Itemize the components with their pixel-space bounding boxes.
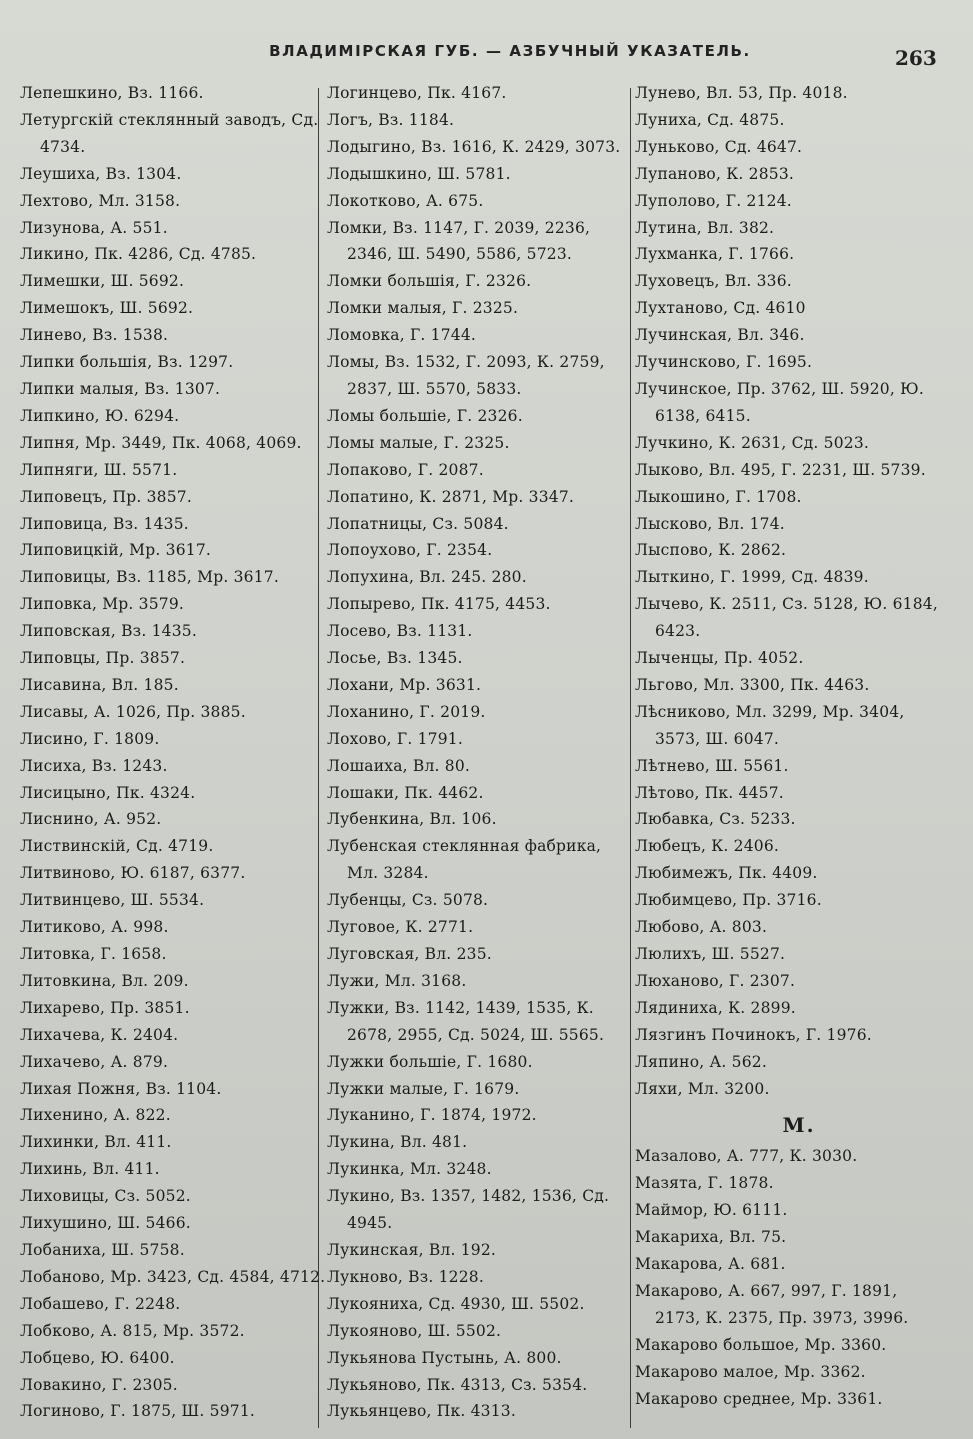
entry-text: Лихинь, Вл. 411. (20, 1160, 160, 1179)
index-entry (327, 1291, 632, 1318)
index-entry (20, 1022, 320, 1049)
index-entry (327, 995, 632, 1049)
entry-text: Лупаново, К. 2853. (635, 164, 795, 183)
index-entry (635, 860, 953, 887)
index-entry (20, 833, 320, 860)
index-entry (635, 672, 953, 699)
entry-continuation: 3573, Ш. 6047. (655, 729, 780, 748)
entry-text: Липовка, Мр. 3579. (20, 595, 185, 614)
entry-text: Лошаиха, Вл. 80. (327, 756, 471, 775)
entry-text: Ляпино, А. 562. (635, 1052, 767, 1071)
entry-text: Лужи, Мл. 3168. (327, 971, 467, 990)
entry-continuation: 2678, 2955, Сд. 5024, Ш. 5565. (347, 1025, 605, 1044)
entry-text: Логъ, Вз. 1184. (327, 110, 455, 129)
index-entry (327, 1049, 632, 1076)
index-entry (327, 161, 632, 188)
index-entry (327, 537, 632, 564)
entry-text: Луканино, Г. 1874, 1972. (327, 1106, 537, 1125)
entry-continuation: 2346, Ш. 5490, 5586, 5723. (347, 245, 573, 264)
entry-text: Лехтово, Мл. 3158. (20, 191, 181, 210)
entry-text: Лукново, Вз. 1228. (327, 1267, 484, 1286)
entry-continuation: Мл. 3284. (347, 864, 429, 883)
index-entry (20, 403, 320, 430)
entry-text: Луговская, Вл. 235. (327, 945, 492, 963)
index-entry (327, 1264, 632, 1291)
index-entry (635, 1022, 953, 1049)
index-entry (20, 914, 320, 941)
index-entry (20, 591, 320, 618)
entry-text: Лязгинъ Починокъ, Г. 1976. (635, 1025, 872, 1044)
entry-text: Люханово, Г. 2307. (635, 971, 796, 990)
entry-text: Лихенино, А. 822. (20, 1106, 171, 1125)
entry-text: Ломы малые, Г. 2325. (327, 433, 510, 452)
index-entry (327, 672, 632, 699)
entry-text: Любово, А. 803. (635, 918, 768, 937)
entry-text: Лепешкино, Вз. 1166. (20, 84, 204, 102)
index-entry (635, 1197, 953, 1224)
entry-text: Лисино, Г. 1809. (20, 729, 160, 748)
entry-text: Летургскій стеклянный заводъ, Сд. (20, 110, 319, 129)
index-entry (635, 295, 953, 322)
index-column-2 (327, 80, 632, 1425)
index-entry (635, 107, 953, 134)
entry-text: Ляхи, Мл. 3200. (635, 1079, 770, 1098)
entry-text: Лимешки, Ш. 5692. (20, 272, 185, 291)
index-entry (327, 833, 632, 887)
entry-text: Лубенская стеклянная фабрика, (327, 837, 602, 856)
entry-text: Маймор, Ю. 6111. (635, 1201, 788, 1220)
index-entry (327, 349, 632, 403)
entry-text: Лужки малые, Г. 1679. (327, 1079, 520, 1098)
index-entry (20, 753, 320, 780)
index-entry (20, 161, 320, 188)
entry-text: Листвинскій, Сд. 4719. (20, 837, 214, 856)
entry-text: Лихинки, Вл. 411. (20, 1133, 172, 1152)
index-entry (635, 1143, 953, 1170)
entry-text: Лисавина, Вл. 185. (20, 675, 179, 694)
entry-text: Ломки большія, Г. 2326. (327, 272, 532, 291)
index-entry (327, 188, 632, 215)
running-head: ВЛАДИМІРСКАЯ ГУБ. — АЗБУЧНЫЙ УКАЗАТЕЛЬ. (269, 42, 751, 60)
index-entry (327, 1076, 632, 1103)
index-entry (327, 107, 632, 134)
index-entry (20, 295, 320, 322)
entry-text: Ломы большіе, Г. 2326. (327, 406, 523, 425)
entry-text: Лодыгино, Вз. 1616, К. 2429, 3073. (327, 137, 621, 156)
entry-text: Луниха, Сд. 4875. (635, 110, 785, 129)
entry-text: Лопатино, К. 2871, Мр. 3347. (327, 487, 575, 506)
entry-text: Лучинсково, Г. 1695. (635, 353, 813, 372)
entry-text: Липовецъ, Пр. 3857. (20, 487, 192, 506)
entry-text: Лужки, Вз. 1142, 1439, 1535, К. (327, 998, 594, 1017)
entry-text: Лопырево, Пк. 4175, 4453. (327, 595, 551, 614)
entry-text: Лошаки, Пк. 4462. (327, 783, 484, 802)
index-entry (20, 1129, 320, 1156)
index-entry (327, 80, 632, 107)
index-entry (20, 537, 320, 564)
index-entry (327, 968, 632, 995)
index-entry (635, 645, 953, 672)
entry-text: Лихачева, К. 2404. (20, 1025, 179, 1044)
index-entry (20, 887, 320, 914)
entry-text: Лыткино, Г. 1999, Сд. 4839. (635, 568, 869, 587)
entry-text: Липовская, Вз. 1435. (20, 622, 197, 641)
entry-text: Макарово большое, Мр. 3360. (635, 1335, 887, 1354)
entry-text: Литиково, А. 998. (20, 918, 169, 937)
index-entry (635, 591, 953, 645)
entry-text: Липовицкій, Мр. 3617. (20, 541, 212, 560)
entry-text: Лобаниха, Ш. 5758. (20, 1240, 185, 1259)
entry-text: Лукьянцево, Пк. 4313. (327, 1402, 516, 1421)
entry-text: Лядиниха, К. 2899. (635, 998, 796, 1017)
entry-text: Ликино, Пк. 4286, Сд. 4785. (20, 245, 257, 264)
entry-text: Лобаново, Мр. 3423, Сд. 4584, 4712. (20, 1267, 326, 1286)
entry-text: Лычево, К. 2511, Сз. 5128, Ю. 6184, (635, 595, 938, 614)
index-entry (20, 860, 320, 887)
index-entry (20, 1237, 320, 1264)
entry-text: Луховецъ, Вл. 336. (635, 272, 792, 291)
index-entry (20, 1372, 320, 1399)
index-entry (20, 376, 320, 403)
index-entry (327, 457, 632, 484)
entry-text: Лучкино, К. 2631, Сд. 5023. (635, 433, 870, 452)
entry-text: Лукояниха, Сд. 4930, Ш. 5502. (327, 1294, 585, 1313)
entry-text: Лихая Пожня, Вз. 1104. (20, 1079, 222, 1098)
entry-text: Лопухина, Вл. 245. 280. (327, 568, 527, 587)
index-entry (327, 322, 632, 349)
entry-text: Лыково, Вл. 495, Г. 2231, Ш. 5739. (635, 460, 926, 479)
index-entry (327, 1318, 632, 1345)
entry-continuation: 6138, 6415. (655, 406, 751, 425)
index-entry (327, 1102, 632, 1129)
index-entry (20, 241, 320, 268)
index-entry (635, 215, 953, 242)
entry-text: Лизунова, А. 551. (20, 218, 168, 237)
index-entry (20, 1291, 320, 1318)
index-entry (20, 511, 320, 538)
entry-text: Лѣтнево, Ш. 5561. (635, 756, 789, 775)
index-entry (635, 887, 953, 914)
index-entry (20, 107, 320, 161)
index-entry (327, 914, 632, 941)
index-entry (327, 618, 632, 645)
entry-text: Ловакино, Г. 2305. (20, 1375, 178, 1394)
entry-text: Лухманка, Г. 1766. (635, 245, 795, 264)
entry-text: Лобково, А. 815, Мр. 3572. (20, 1321, 245, 1340)
index-entry (327, 430, 632, 457)
index-entry (20, 564, 320, 591)
index-entry (327, 1345, 632, 1372)
index-entry (635, 699, 953, 753)
entry-text: Лопаково, Г. 2087. (327, 460, 484, 479)
entry-text: Лукинская, Вл. 192. (327, 1240, 497, 1259)
entry-text: Лихачево, А. 879. (20, 1052, 169, 1071)
entry-text: Ломки малыя, Г. 2325. (327, 299, 519, 318)
index-entry (635, 268, 953, 295)
entry-continuation: 6423. (655, 622, 701, 641)
index-entry (635, 806, 953, 833)
entry-text: Ломки, Вз. 1147, Г. 2039, 2236, (327, 218, 591, 237)
index-entry (635, 753, 953, 780)
entry-text: Люлихъ, Ш. 5527. (635, 945, 786, 963)
index-entry (635, 1076, 953, 1103)
index-entry (20, 806, 320, 833)
entry-text: Литовка, Г. 1658. (20, 945, 167, 963)
entry-text: Лужки большіе, Г. 1680. (327, 1052, 533, 1071)
entry-text: Лѣтово, Пк. 4457. (635, 783, 784, 802)
entry-text: Лукьянова Пустынь, А. 800. (327, 1348, 562, 1367)
index-entry (327, 1398, 632, 1425)
index-entry (20, 968, 320, 995)
entry-text: Локотково, А. 675. (327, 191, 484, 210)
index-entry (20, 1156, 320, 1183)
entry-text: Литовкина, Вл. 209. (20, 971, 189, 990)
index-entry (635, 1278, 953, 1332)
index-entry (327, 1129, 632, 1156)
index-entry (20, 1318, 320, 1345)
entry-continuation: 4945. (347, 1214, 393, 1233)
index-entry (20, 188, 320, 215)
index-entry (20, 780, 320, 807)
entry-text: Лодышкино, Ш. 5781. (327, 164, 511, 183)
entry-text: Луньково, Сд. 4647. (635, 137, 803, 156)
index-entry (635, 430, 953, 457)
entry-continuation: 2173, К. 2375, Пр. 3973, 3996. (655, 1308, 909, 1327)
index-entry (327, 134, 632, 161)
index-entry (327, 1372, 632, 1399)
index-entry (635, 1049, 953, 1076)
entry-text: Любимежъ, Пк. 4409. (635, 864, 818, 883)
index-entry (635, 564, 953, 591)
entry-text: Липкино, Ю. 6294. (20, 406, 180, 425)
entry-text: Липовицы, Вз. 1185, Мр. 3617. (20, 568, 279, 587)
index-entry (20, 1076, 320, 1103)
entry-text: Лиховицы, Сз. 5052. (20, 1187, 191, 1206)
entry-text: Любецъ, К. 2406. (635, 837, 780, 856)
index-entry (20, 457, 320, 484)
index-entry (327, 268, 632, 295)
index-entry (20, 645, 320, 672)
index-entry (635, 134, 953, 161)
index-entry (635, 484, 953, 511)
index-entry (635, 322, 953, 349)
entry-text: Литвинцево, Ш. 5534. (20, 891, 205, 910)
entry-text: Лопоухово, Г. 2354. (327, 541, 493, 560)
index-entry (635, 968, 953, 995)
entry-text: Макарово среднее, Мр. 3361. (635, 1389, 883, 1408)
index-entry (327, 780, 632, 807)
entry-text: Луговое, К. 2771. (327, 918, 474, 937)
entry-text: Лохово, Г. 1791. (327, 729, 463, 748)
index-entry (635, 349, 953, 376)
index-entry (20, 1049, 320, 1076)
index-entry (327, 1156, 632, 1183)
entry-text: Лимешокъ, Ш. 5692. (20, 299, 194, 318)
entry-text: Леушиха, Вз. 1304. (20, 164, 182, 183)
entry-text: Лыкошино, Г. 1708. (635, 487, 802, 506)
entry-text: Лухтаново, Сд. 4610 (635, 299, 806, 318)
index-entry (327, 726, 632, 753)
index-entry (20, 1264, 326, 1291)
index-entry (635, 1170, 953, 1197)
entry-text: Мазалово, А. 777, К. 3030. (635, 1147, 858, 1166)
entry-text: Логиново, Г. 1875, Ш. 5971. (20, 1402, 256, 1421)
entry-text: Лихарево, Пр. 3851. (20, 998, 190, 1017)
index-entry (635, 161, 953, 188)
entry-text: Лубенкина, Вл. 106. (327, 810, 497, 829)
entry-text: Макариха, Вл. 75. (635, 1228, 787, 1247)
entry-text: Лучинское, Пр. 3762, Ш. 5920, Ю. (635, 379, 924, 398)
entry-text: Липовцы, Пр. 3857. (20, 649, 186, 668)
entry-text: Липки большія, Вз. 1297. (20, 353, 234, 372)
index-entry (20, 484, 320, 511)
index-entry (635, 1386, 953, 1413)
index-entry (20, 699, 320, 726)
index-entry (327, 215, 632, 269)
index-entry (635, 1332, 953, 1359)
index-column-1 (20, 80, 326, 1425)
index-entry (20, 995, 320, 1022)
page-number: 263 (895, 46, 937, 70)
entry-text: Лосье, Вз. 1345. (327, 649, 463, 668)
entry-continuation: 2837, Ш. 5570, 5833. (347, 379, 522, 398)
entry-text: Лукинка, Мл. 3248. (327, 1160, 492, 1179)
entry-continuation: 4734. (40, 137, 86, 156)
index-entry (20, 726, 320, 753)
entry-text: Лукояново, Ш. 5502. (327, 1321, 502, 1340)
entry-text: Лыченцы, Пр. 4052. (635, 649, 804, 668)
entry-text: Линево, Вз. 1538. (20, 326, 169, 345)
index-entry (635, 1251, 953, 1278)
index-column-3 (635, 80, 953, 1412)
section-letter-heading: М. (782, 1113, 816, 1138)
index-entry (327, 564, 632, 591)
index-entry (635, 1224, 953, 1251)
entry-text: Льгово, Мл. 3300, Пк. 4463. (635, 675, 870, 694)
entry-text: Липняги, Ш. 5571. (20, 460, 178, 479)
entry-text: Лобцево, Ю. 6400. (20, 1348, 175, 1367)
index-entry (20, 1102, 320, 1129)
entry-text: Макарово, А. 667, 997, Г. 1891, (635, 1281, 898, 1300)
entry-text: Лобашево, Г. 2248. (20, 1294, 181, 1313)
index-entry (327, 753, 632, 780)
entry-text: Лукина, Вл. 481. (327, 1133, 468, 1152)
entry-text: Лихушино, Ш. 5466. (20, 1214, 191, 1233)
entry-text: Лунево, Вл. 53, Пр. 4018. (635, 84, 848, 102)
entry-text: Липня, Мр. 3449, Пк. 4068, 4069. (20, 433, 302, 452)
entry-text: Лоханино, Г. 2019. (327, 702, 486, 721)
index-entry (635, 914, 953, 941)
entry-text: Липки малыя, Вз. 1307. (20, 379, 221, 398)
index-entry (327, 591, 632, 618)
entry-text: Мазята, Г. 1878. (635, 1174, 774, 1193)
entry-text: Ломовка, Г. 1744. (327, 326, 477, 345)
entry-text: Лыспово, К. 2862. (635, 541, 787, 560)
index-entry (20, 268, 320, 295)
entry-text: Лисиха, Вз. 1243. (20, 756, 168, 775)
entry-text: Лукьяново, Пк. 4313, Сз. 5354. (327, 1375, 588, 1394)
entry-text: Лисавы, А. 1026, Пр. 3885. (20, 702, 246, 721)
index-entry (327, 1237, 632, 1264)
index-entry (20, 215, 320, 242)
entry-text: Лучинская, Вл. 346. (635, 326, 805, 345)
index-entry (327, 295, 632, 322)
index-entry (20, 618, 320, 645)
index-entry (327, 484, 632, 511)
entry-text: Ломы, Вз. 1532, Г. 2093, К. 2759, (327, 353, 605, 372)
entry-text: Логинцево, Пк. 4167. (327, 84, 507, 102)
index-entry (20, 349, 320, 376)
entry-text: Лохани, Мр. 3631. (327, 675, 482, 694)
index-entry (20, 322, 320, 349)
index-entry (327, 941, 632, 968)
entry-text: Лиснино, А. 952. (20, 810, 162, 829)
index-entry (635, 80, 953, 107)
entry-text: Литвиново, Ю. 6187, 6377. (20, 864, 246, 883)
index-entry (327, 806, 632, 833)
index-entry (635, 1359, 953, 1386)
index-entry (327, 699, 632, 726)
entry-text: Макарова, А. 681. (635, 1254, 786, 1273)
index-entry (20, 80, 320, 107)
index-entry (635, 241, 953, 268)
entry-text: Любавка, Сз. 5233. (635, 810, 796, 829)
entry-text: Лисицыно, Пк. 4324. (20, 783, 196, 802)
entry-text: Любимцево, Пр. 3716. (635, 891, 822, 910)
index-entry (635, 537, 953, 564)
index-entry (635, 511, 953, 538)
entry-text: Лосево, Вз. 1131. (327, 622, 473, 641)
index-entry (20, 1210, 320, 1237)
index-entry (327, 645, 632, 672)
index-entry (635, 376, 953, 430)
entry-text: Липовица, Вз. 1435. (20, 514, 189, 533)
index-entry (20, 1345, 320, 1372)
entry-text: Лопатницы, Сз. 5084. (327, 514, 509, 533)
index-entry (635, 457, 953, 484)
index-entry (20, 672, 320, 699)
entry-text: Лѣсниково, Мл. 3299, Мр. 3404, (635, 702, 905, 721)
index-entry (635, 780, 953, 807)
index-entry (327, 403, 632, 430)
index-entry (635, 995, 953, 1022)
entry-text: Лысково, Вл. 174. (635, 514, 785, 533)
index-entry (20, 1398, 320, 1425)
index-entry (635, 833, 953, 860)
entry-text: Лутина, Вл. 382. (635, 218, 775, 237)
index-entry (20, 1183, 320, 1210)
entry-text: Макарово малое, Мр. 3362. (635, 1362, 866, 1381)
index-entry (20, 941, 320, 968)
entry-text: Луполово, Г. 2124. (635, 191, 792, 210)
index-entry (327, 1183, 632, 1237)
index-entry (327, 511, 632, 538)
index-entry (635, 941, 953, 968)
entry-text: Лукино, Вз. 1357, 1482, 1536, Сд. (327, 1187, 610, 1206)
index-entry (20, 430, 320, 457)
entry-text: Лубенцы, Сз. 5078. (327, 891, 489, 910)
index-entry (635, 188, 953, 215)
index-entry (327, 887, 632, 914)
